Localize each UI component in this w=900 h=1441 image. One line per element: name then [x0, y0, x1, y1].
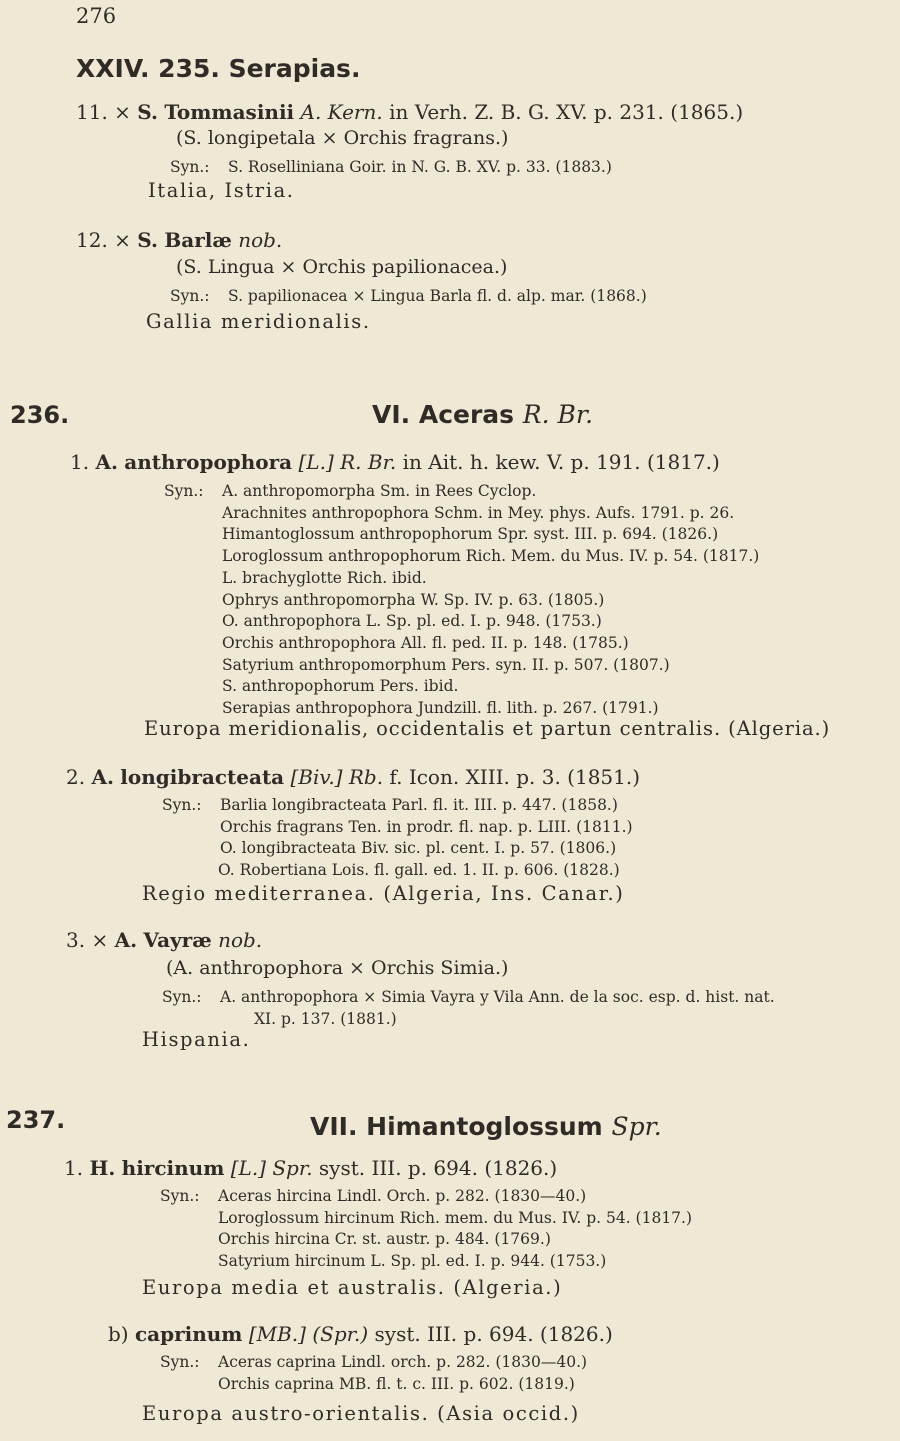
- entry-reference: syst. III. p. 694. (1826.): [318, 1156, 558, 1180]
- entry-species: Vayræ: [143, 928, 212, 952]
- synonym-line: S. Roselliniana Goir. in N. G. B. XV. p. 33. (1883.): [228, 158, 612, 176]
- synonym-line: Barlia longibracteata Parl. fl. it. III. p. 447. (1858.): [220, 796, 618, 814]
- synonym-line: S. anthropophorum Pers. ibid.: [222, 677, 459, 696]
- synonym-line: Satyrium anthropomorphum Pers. syn. II. p. 507. (1807.): [222, 655, 670, 674]
- synonym-line: XI. p. 137. (1881.): [254, 1009, 397, 1028]
- synonym-label: Syn.:: [162, 796, 202, 814]
- entry-number: 1.: [64, 1156, 84, 1180]
- page-number: 276: [76, 4, 117, 28]
- synonym-line: Loroglossum anthropophorum Rich. Mem. du Mus. IV. p. 54. (1817.): [222, 547, 760, 566]
- entry-author: nob.: [238, 228, 283, 252]
- synonym-label: Syn.:: [164, 482, 204, 500]
- entry-genus: A.: [95, 450, 118, 474]
- entry-aceras-anthropophora: [70, 450, 720, 474]
- entry-genus: S.: [137, 100, 158, 124]
- synonym-block: [170, 286, 647, 308]
- distribution: Europa meridionalis, occidentalis et partun centralis. (Algeria.): [144, 717, 831, 740]
- distribution: Gallia meridionalis.: [146, 310, 371, 333]
- synonym-line: Serapias anthropophora Jundzill. fl. lith. p. 267. (1791.): [222, 699, 659, 718]
- synonym-line: Arachnites anthropophora Schm. in Mey. phys. Aufs. 1791. p. 26.: [222, 503, 735, 522]
- entry-reference: in Ait. h. kew. V. p. 191. (1817.): [402, 450, 720, 474]
- synonym-line: O. longibracteata Biv. sic. pl. cent. I. p. 57. (1806.): [220, 839, 617, 858]
- entry-reference: f. Icon. XIII. p. 3. (1851.): [389, 765, 641, 789]
- synonym-label: Syn.:: [160, 1187, 200, 1205]
- entry-number: 1.: [70, 450, 90, 474]
- synonym-line: Orchis hircina Cr. st. austr. p. 484. (1769.): [218, 1230, 551, 1249]
- distribution: Hispania.: [142, 1028, 251, 1051]
- entry-species: anthropophora: [124, 450, 293, 474]
- synonym-line: L. brachyglotte Rich. ibid.: [222, 568, 427, 587]
- synonym-block: [160, 1352, 587, 1395]
- entry-author: [Biv.] Rb.: [290, 765, 384, 789]
- synonym-line: Orchis caprina MB. fl. t. c. III. p. 602. (1819.): [218, 1374, 575, 1393]
- synonym-label: Syn.:: [162, 988, 202, 1006]
- synonym-line: Orchis anthropophora All. fl. ped. II. p. 148. (1785.): [222, 633, 629, 652]
- genus-heading-serapias: XXIV. 235. Serapias.: [76, 54, 361, 83]
- genus-title-author: R. Br.: [522, 400, 594, 429]
- entry-author: [L.] Spr.: [230, 1156, 313, 1180]
- entry-serapias-barlae: [76, 228, 282, 252]
- genus-heading-aceras: [372, 400, 593, 429]
- distribution: Europa austro-orientalis. (Asia occid.): [142, 1402, 580, 1425]
- entry-himantoglossum-hircinum: [64, 1156, 557, 1180]
- entry-genus: A.: [114, 928, 138, 952]
- entry-species: Barlæ: [164, 228, 232, 252]
- distribution: Europa media et australis. (Algeria.): [142, 1276, 563, 1299]
- distribution: Regio mediterranea. (Algeria, Ins. Canar.): [142, 882, 625, 905]
- synonym-line: Himantoglossum anthropophorum Spr. syst. III. p. 694. (1826.): [222, 525, 719, 544]
- entry-reference: syst. III. p. 694. (1826.): [374, 1322, 613, 1346]
- entry-species: caprinum: [134, 1322, 243, 1346]
- entry-number: 3. ×: [66, 928, 109, 952]
- genus-number: 237.: [6, 1106, 66, 1134]
- entry-author: nob.: [218, 928, 263, 952]
- genus-number: 236.: [10, 401, 70, 429]
- entry-author: [MB.] (Spr.): [248, 1322, 369, 1346]
- entry-number: 12. ×: [76, 228, 131, 252]
- genus-title: VII. Himantoglossum: [310, 1112, 603, 1141]
- entry-parentage: (S. longipetala × Orchis fragrans.): [176, 127, 509, 149]
- synonym-line: Aceras caprina Lindl. orch. p. 282. (1830—40.): [218, 1353, 588, 1371]
- entry-reference: in Verh. Z. B. G. XV. p. 231. (1865.): [389, 100, 744, 124]
- entry-species: hircinum: [121, 1156, 225, 1180]
- distribution: Italia, Istria.: [148, 179, 295, 202]
- entry-author: A. Kern.: [300, 100, 383, 124]
- entry-species: Tommasinii: [164, 100, 295, 124]
- entry-parentage: (A. anthropophora × Orchis Simia.): [166, 957, 509, 979]
- entry-parentage: (S. Lingua × Orchis papilionacea.): [176, 256, 508, 278]
- synonym-line: O. anthropophora L. Sp. pl. ed. I. p. 948. (1753.): [222, 612, 602, 631]
- genus-title-author: Spr.: [611, 1112, 662, 1141]
- synonym-block: [162, 795, 633, 882]
- synonym-line: Loroglossum hircinum Rich. mem. du Mus. IV. p. 54. (1817.): [218, 1208, 693, 1227]
- entry-aceras-vayrae: [66, 928, 262, 952]
- entry-species: longibracteata: [120, 765, 285, 789]
- entry-author: [L.] R. Br.: [298, 450, 397, 474]
- entry-number: b): [108, 1322, 129, 1346]
- synonym-block: [170, 157, 612, 179]
- entry-genus: A.: [91, 765, 114, 789]
- synonym-block: [160, 1186, 692, 1273]
- synonym-line: Aceras hircina Lindl. Orch. p. 282. (1830—40.): [218, 1187, 587, 1205]
- entry-number: 2.: [66, 765, 86, 789]
- synonym-label: Syn.:: [170, 287, 210, 305]
- entry-himantoglossum-caprinum: [108, 1322, 613, 1346]
- synonym-block: [162, 987, 775, 1030]
- entry-aceras-longibracteata: [66, 765, 640, 789]
- genus-heading-himantoglossum: [310, 1112, 662, 1141]
- synonym-line: S. papilionacea × Lingua Barla fl. d. alp. mar. (1868.): [228, 287, 647, 305]
- synonym-label: Syn.:: [170, 158, 210, 176]
- entry-number: 11. ×: [76, 100, 131, 124]
- genus-title: VI. Aceras: [372, 400, 515, 429]
- synonym-block: [164, 481, 759, 720]
- synonym-line: O. Robertiana Lois. fl. gall. ed. 1. II. p. 606. (1828.): [218, 861, 620, 880]
- synonym-line: A. anthropophora × Simia Vayra y Vila Ann. de la soc. esp. d. hist. nat.: [220, 988, 775, 1006]
- synonym-line: Orchis fragrans Ten. in prodr. fl. nap. p. LIII. (1811.): [220, 817, 633, 836]
- entry-genus: S.: [137, 228, 158, 252]
- synonym-label: Syn.:: [160, 1353, 200, 1371]
- synonym-line: Ophrys anthropomorpha W. Sp. IV. p. 63. (1805.): [222, 590, 605, 609]
- entry-genus: H.: [89, 1156, 116, 1180]
- entry-serapias-tommasinii: [76, 100, 743, 124]
- synonym-line: Satyrium hircinum L. Sp. pl. ed. I. p. 944. (1753.): [218, 1252, 607, 1271]
- synonym-line: A. anthropomorpha Sm. in Rees Cyclop.: [222, 482, 537, 500]
